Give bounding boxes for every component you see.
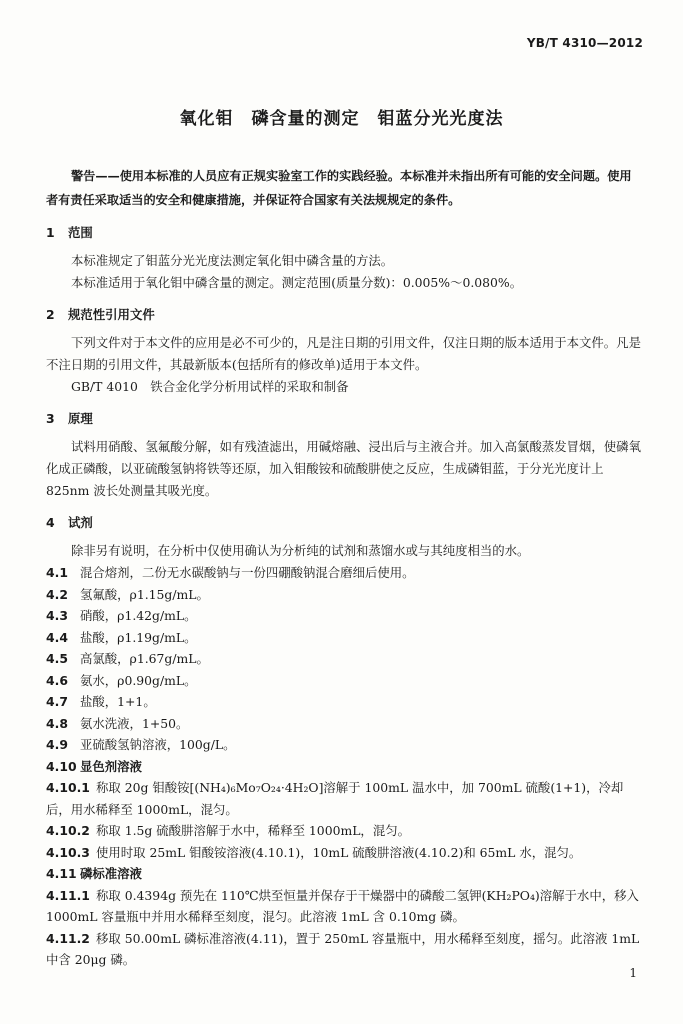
item-text: 亚硫酸氢钠溶液，100g/L。 [80,737,236,752]
item-title: 显色剂溶液 [80,758,142,774]
reagent-subitem [46,777,642,820]
item-text: 氨水，ρ0.90g/mL。 [80,672,197,688]
reagent-item [46,713,642,735]
item-number: 4.10.3 [46,844,90,860]
document-body [46,164,642,971]
reagent-item [46,562,642,584]
section-heading-principle [46,410,642,428]
references-paragraph: 下列文件对于本文件的应用是必不可少的，凡是注日期的引用文件，仅注日期的版本适用于本文件。凡是不注日期的引用文件，其最新版本(包括所有的修改单)适用于本文件。 [46,335,641,372]
warning-paragraph: 警告——使用本标准的人员应有正规实验室工作的实践经验。本标准并未指出所有可能的安全问题。使用者有责任采取适当的安全和健康措施，并保证符合国家有关法规规定的条件。 [46,169,632,207]
item-number: 4.7 [46,694,68,709]
item-title: 磷标准溶液 [80,866,142,881]
reagent-subitem [46,842,642,864]
item-text: 硝酸，ρ1.42g/mL。 [80,608,197,623]
item-text: 高氯酸，ρ1.67g/mL。 [80,651,209,666]
reagent-subitem [46,928,642,971]
item-text: 盐酸，1+1。 [80,694,156,709]
section-number: 2 [46,307,55,322]
reagent-subitem [46,820,642,842]
item-text: 使用时取 25mL 钼酸铵溶液(4.10.1)，10mL 硫酸肼溶液(4.10.2)和 65mL 水，混匀。 [96,844,582,860]
item-number: 4.11.2 [46,930,90,946]
reagent-item [46,691,642,713]
item-number: 4.4 [46,629,68,645]
reagent-subheading [46,863,642,885]
reagent-list [46,562,642,756]
reagent-item [46,605,642,627]
item-text: 混合熔剂，二份无水碳酸钠与一份四硼酸钠混合磨细后使用。 [80,565,415,580]
reference-item: GB/T 4010 铁合金化学分析用试样的采取和制备 [71,379,349,394]
item-text: 称取 0.4394g 预先在 110℃烘至恒量并保存于干燥器中的磷酸二氢钾(KH₂PO₄)溶解于水中，移入 1000mL 容量瓶中并用水稀释至刻度，混匀。此溶液 1mL 含 0.10mg 磷。 [46,887,639,924]
reagent-item [46,734,642,756]
section-title: 原理 [68,411,93,426]
item-text: 称取 20g 钼酸铵[(NH₄)₆Mo₇O₂₄·4H₂O]溶解于 100mL 温水中，加 700mL 硫酸(1+1)，冷却后，用水稀释至 1000mL，混匀。 [46,780,624,817]
section-heading-reagents [46,514,642,532]
reagent-item [46,627,642,649]
reagents-intro: 除非另有说明，在分析中仅使用确认为分析纯的试剂和蒸馏水或与其纯度相当的水。 [71,543,530,558]
item-number: 4.6 [46,672,68,688]
reagent-subitem [46,885,642,928]
reagent-item [46,648,642,670]
section-heading-normative-references [46,306,642,324]
item-number: 4.3 [46,608,68,623]
section-title: 试剂 [68,515,93,530]
section-heading-scope [46,224,642,242]
standard-code: YB/T 4310—2012 [526,36,643,50]
scope-paragraph-2: 本标准适用于氧化钼中磷含量的测定。测定范围(质量分数)：0.005%～0.080%。 [71,275,523,290]
section-number: 4 [46,515,55,530]
item-text: 氨水洗液，1+50。 [80,715,189,731]
item-number: 4.10 [46,758,77,774]
scope-paragraph-1: 本标准规定了钼蓝分光光度法测定氧化钼中磷含量的方法。 [71,253,394,268]
section-number: 1 [46,225,55,240]
item-number: 4.10.1 [46,780,90,795]
page-number: 1 [629,966,637,980]
item-text: 称取 1.5g 硫酸肼溶解于水中，稀释至 1000mL，混匀。 [96,823,410,838]
section-title: 规范性引用文件 [68,307,155,322]
reagent-subheading [46,756,642,778]
document-title: 氧化钼 磷含量的测定 钼蓝分光光度法 [179,109,504,129]
reagent-item [46,584,642,606]
item-number: 4.2 [46,586,68,602]
reagent-item [46,670,642,692]
principle-paragraph: 试料用硝酸、氢氟酸分解，如有残渣滤出，用碱熔融、浸出后与主液合并。加入高氯酸蒸发冒烟，使磷氧化成正磷酸，以亚硫酸氢钠将铁等还原，加入钼酸铵和硫酸肼使之反应，生成磷钼蓝，于分光光度计上825nm 波长处测量其吸光度。 [46,439,641,498]
item-text: 氢氟酸，ρ1.15g/mL。 [80,586,209,602]
item-number: 4.11 [46,866,77,881]
section-number: 3 [46,411,55,426]
item-number: 4.11.1 [46,887,90,903]
item-text: 移取 50.00mL 磷标准溶液(4.11)，置于 250mL 容量瓶中，用水稀释至刻度，摇匀。此溶液 1mL 中含 20μg 磷。 [46,930,640,967]
item-text: 盐酸，ρ1.19g/mL。 [80,629,197,645]
item-number: 4.10.2 [46,823,90,838]
section-title: 范围 [68,225,93,240]
item-number: 4.9 [46,737,68,752]
item-number: 4.5 [46,651,68,666]
item-number: 4.8 [46,715,68,731]
item-number: 4.1 [46,565,68,580]
